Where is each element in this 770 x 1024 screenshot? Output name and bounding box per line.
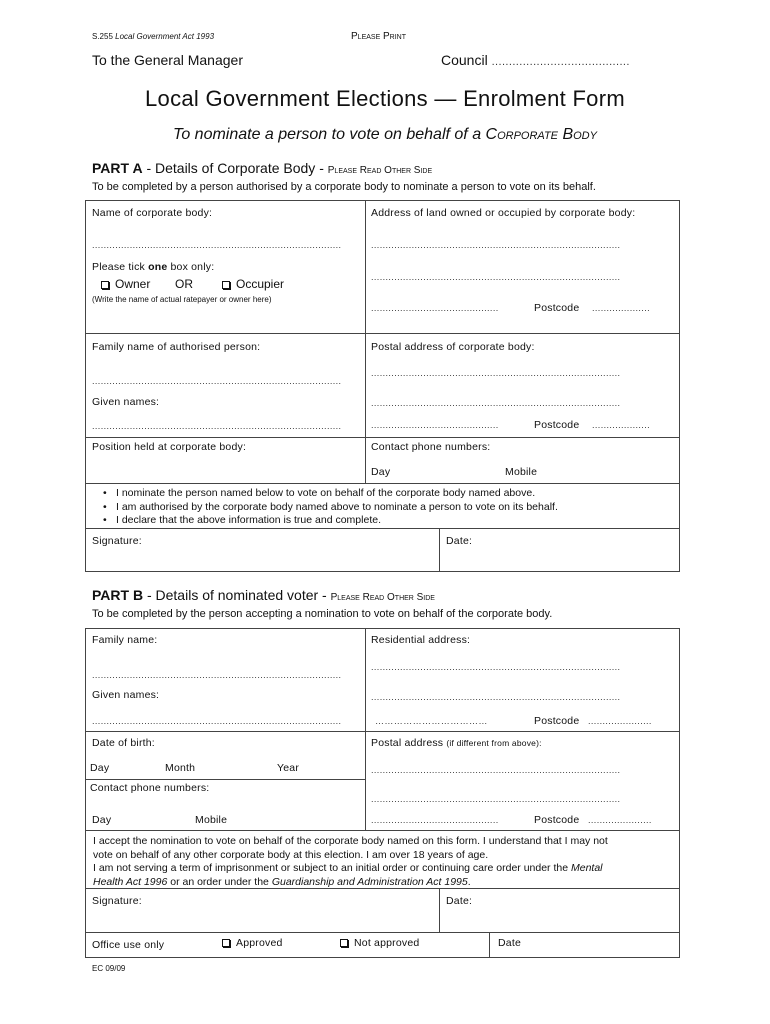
- voter-mobile-label: Mobile: [195, 814, 228, 826]
- voter-contact-label: Contact phone numbers:: [90, 782, 210, 794]
- land-postcode-label: Postcode: [534, 302, 580, 314]
- part-a-date-label: Date:: [446, 535, 473, 547]
- corporate-postal-label: Postal address of corporate body:: [371, 341, 535, 353]
- dob-year-label: Year: [277, 762, 300, 774]
- residential-address-line-2[interactable]: ......................................................................................: [371, 692, 621, 702]
- declaration-item: • I am authorised by the corporate body named above to nominate a person to vote on its behalf.: [103, 501, 558, 515]
- voter-postal-line-1[interactable]: ......................................................................................: [371, 765, 621, 775]
- acceptance-act: Mental: [571, 862, 603, 874]
- act-name: Local Government Act 1993: [115, 32, 215, 41]
- voter-postal-line-2[interactable]: ......................................................................................: [371, 794, 621, 804]
- acceptance-text: .: [467, 875, 471, 888]
- office-date-label: Date: [498, 937, 521, 949]
- subtitle-emphasis: Corporate Body: [485, 126, 597, 143]
- position-held-label: Position held at corporate body:: [92, 441, 247, 453]
- voter-postal-note: (if different from above):: [446, 738, 542, 748]
- contact-phone-label: Contact phone numbers:: [371, 441, 491, 453]
- voter-family-name-label: Family name:: [92, 634, 158, 646]
- land-address-label: Address of land owned or occupied by corporate body:: [371, 207, 636, 219]
- voter-day-label: Day: [92, 814, 112, 826]
- land-postcode-field[interactable]: ....................: [592, 303, 651, 313]
- land-address-line-1[interactable]: ......................................................................................: [371, 240, 621, 250]
- part-b-row-divider-1: [85, 731, 680, 732]
- form-subtitle: [0, 126, 770, 144]
- owner-checkbox[interactable]: [101, 281, 109, 289]
- part-b-heading-text: - Details of nominated voter -: [143, 587, 331, 603]
- approved-option[interactable]: [222, 937, 283, 949]
- residential-address-line-1[interactable]: ......................................................................................: [371, 662, 621, 672]
- declaration-list: [103, 487, 558, 528]
- not-approved-option[interactable]: [340, 937, 419, 949]
- approved-label: Approved: [236, 937, 283, 949]
- occupier-checkbox[interactable]: [222, 281, 230, 289]
- part-a-note: Please Read Other Side: [327, 165, 433, 176]
- corporate-postcode-field[interactable]: ....................: [592, 420, 651, 430]
- declaration-item: • I nominate the person named below to vote on behalf of the corporate body named above.: [103, 487, 558, 501]
- part-a-label: PART A: [92, 160, 143, 176]
- acceptance-statement: [93, 835, 608, 889]
- acceptance-act: Guardianship and Administration Act 1995: [271, 875, 468, 888]
- land-address-line-3[interactable]: ............................................: [371, 303, 499, 313]
- declaration-item: • I declare that the above information is true and complete.: [103, 514, 558, 528]
- part-a-signature-label: Signature:: [92, 535, 142, 547]
- occupier-option[interactable]: [222, 277, 284, 291]
- approved-checkbox[interactable]: [222, 939, 230, 947]
- acceptance-line: [93, 862, 608, 876]
- part-a-row-divider-4: [85, 528, 680, 529]
- not-approved-checkbox[interactable]: [340, 939, 348, 947]
- part-a-row-divider-2: [85, 437, 680, 438]
- voter-postal-label: [371, 737, 542, 749]
- part-a-heading: [92, 160, 432, 176]
- corporate-name-label: Name of corporate body:: [92, 207, 213, 219]
- part-a-heading-text: - Details of Corporate Body -: [142, 160, 328, 176]
- corporate-name-field[interactable]: ......................................................................................: [92, 240, 342, 250]
- tick-prefix: Please tick: [92, 261, 149, 273]
- contact-day-label: Day: [371, 466, 391, 478]
- part-b-instruction: To be completed by the person accepting a nomination to vote on behalf of the corporate body.: [92, 608, 553, 620]
- voter-postal-line-3[interactable]: ............................................: [371, 815, 499, 825]
- part-b-heading: [92, 587, 435, 603]
- residential-postcode-field[interactable]: ......................: [588, 716, 652, 726]
- part-a-row-divider-1: [85, 333, 680, 334]
- tick-bold: one: [148, 261, 168, 273]
- council-field[interactable]: [441, 52, 630, 68]
- owner-label: Owner: [115, 277, 151, 291]
- part-b-row-divider-3: [85, 830, 680, 831]
- voter-postcode-field[interactable]: ......................: [588, 815, 652, 825]
- corporate-postcode-label: Postcode: [534, 419, 580, 431]
- land-address-line-2[interactable]: ......................................................................................: [371, 272, 621, 282]
- act-section: S.255: [92, 32, 113, 41]
- tick-suffix: box only:: [167, 261, 215, 273]
- part-b-row-divider-5: [85, 932, 680, 933]
- residential-postcode-label: Postcode: [534, 715, 580, 727]
- acceptance-act: Health Act 1996: [93, 875, 168, 888]
- acceptance-line: vote on behalf of any other corporate body at this election. I am over 18 years of age.: [93, 848, 489, 861]
- part-b-label: PART B: [92, 587, 144, 603]
- voter-given-names-field[interactable]: ......................................................................................: [92, 716, 342, 726]
- corporate-postal-line-2[interactable]: ......................................................................................: [371, 398, 621, 408]
- dob-month-label: Month: [165, 762, 196, 774]
- acceptance-line: [93, 876, 608, 890]
- authorised-given-names-label: Given names:: [92, 396, 160, 408]
- office-date-divider: [489, 932, 490, 958]
- corporate-postal-line-3[interactable]: ............................................: [371, 420, 499, 430]
- office-use-label: Office use only: [92, 939, 165, 951]
- part-b-divider: [365, 628, 366, 830]
- part-a-signature-divider: [439, 528, 440, 572]
- owner-option[interactable]: [101, 277, 150, 291]
- part-a-divider: [365, 200, 366, 483]
- act-reference: [92, 32, 214, 41]
- please-print-note: Please Print: [351, 31, 407, 42]
- form-title: Local Government Elections — Enrolment Form: [145, 86, 625, 111]
- part-b-note: Please Read Other Side: [330, 592, 435, 603]
- voter-family-name-field[interactable]: ......................................................................................: [92, 670, 342, 680]
- subtitle-prefix: To nominate a person to vote on behalf of a: [173, 126, 486, 143]
- acceptance-text: or an order under the: [167, 875, 272, 888]
- part-b-signature-label: Signature:: [92, 895, 142, 907]
- authorised-family-name-label: Family name of authorised person:: [92, 341, 261, 353]
- council-dots: ........................................: [491, 56, 630, 68]
- acceptance-line: I accept the nomination to vote on behalf of the corporate body named on this form. I understand that I may not: [93, 835, 608, 847]
- part-b-row-divider-2: [85, 779, 365, 780]
- dob-label: Date of birth:: [92, 737, 155, 749]
- corporate-postal-line-1[interactable]: ......................................................................................: [371, 368, 621, 378]
- part-b-signature-divider: [439, 888, 440, 932]
- to-general-manager: To the General Manager: [92, 52, 243, 68]
- voter-postcode-label: Postcode: [534, 814, 580, 826]
- council-label: Council: [441, 52, 488, 68]
- tick-instruction: [92, 261, 214, 273]
- part-b-date-label: Date:: [446, 895, 473, 907]
- form-code: EC 09/09: [92, 964, 126, 973]
- voter-given-names-label: Given names:: [92, 689, 160, 701]
- acceptance-text: I am not serving a term of imprisonment or subject to an initial order or continuing care order under the: [93, 862, 571, 874]
- not-approved-label: Not approved: [354, 937, 420, 949]
- voter-postal-label-text: Postal address: [371, 737, 444, 749]
- part-a-instruction: To be completed by a person authorised by a corporate body to nominate a person to vote on its behalf.: [92, 181, 596, 193]
- part-a-row-divider-3: [85, 483, 680, 484]
- write-owner-note: (Write the name of actual ratepayer or owner here): [92, 295, 272, 304]
- authorised-given-names-field[interactable]: ......................................................................................: [92, 421, 342, 431]
- contact-mobile-label: Mobile: [505, 466, 538, 478]
- residential-address-line-3[interactable]: ………………………………: [375, 716, 488, 726]
- authorised-family-name-field[interactable]: ......................................................................................: [92, 376, 342, 386]
- dob-day-label: Day: [90, 762, 110, 774]
- occupier-label: Occupier: [236, 277, 285, 291]
- residential-address-label: Residential address:: [371, 634, 471, 646]
- or-label: OR: [175, 277, 193, 291]
